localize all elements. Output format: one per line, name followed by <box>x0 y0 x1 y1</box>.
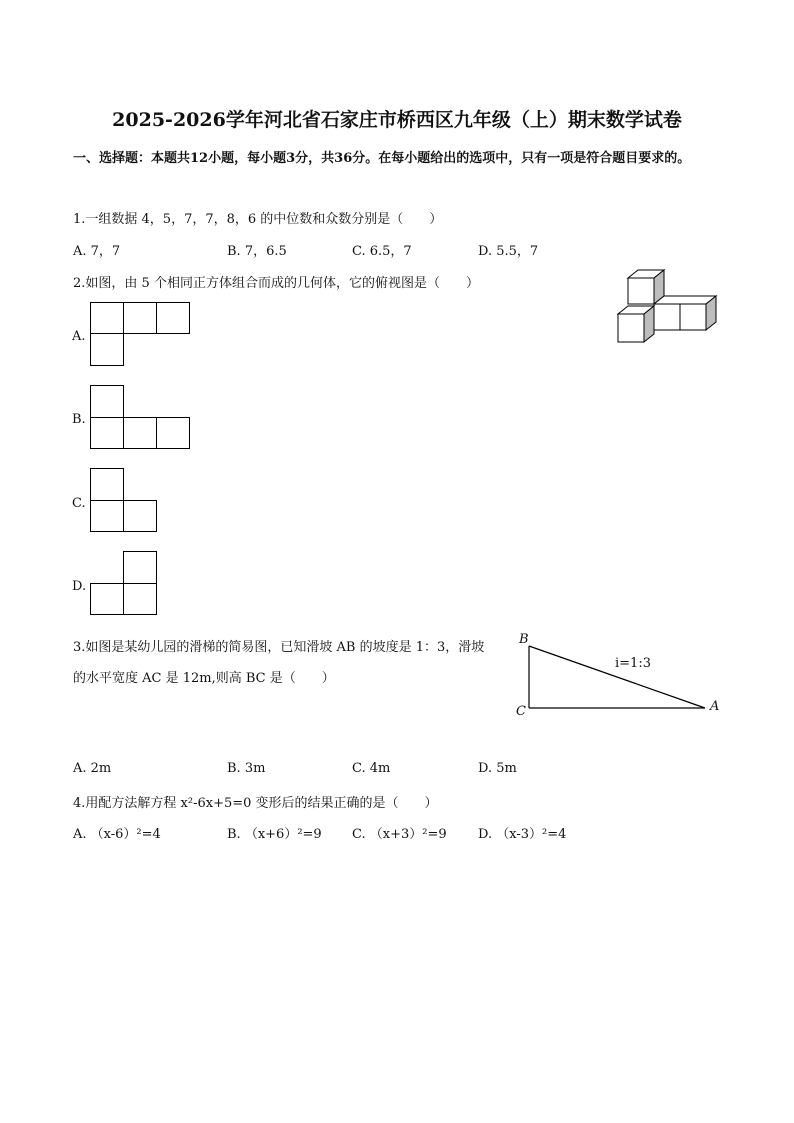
q1-option-d: D. 5.5，7 <box>478 244 539 259</box>
q2-option-d-label: D. <box>72 579 87 594</box>
section-heading: 一、选择题： <box>73 151 152 166</box>
section-text: 本题共12小题，每小题3分，共36分。在每小题给出的选项中，只有一项是符合题目要求的。 <box>151 151 691 166</box>
triangle-label-a: A <box>710 699 720 714</box>
slope-ratio-label: i=1:3 <box>615 656 651 671</box>
question-1-stem: 1.一组数据 4，5，7，7，8，6 的中位数和众数分别是（ ） <box>73 212 443 227</box>
q1-option-c: C. 6.5，7 <box>352 244 412 259</box>
question-3-stem-line1: 3.如图是某幼儿园的滑梯的简易图，已知滑坡 AB 的坡度是 1：3，滑坡 <box>73 640 485 655</box>
slide-triangle-figure <box>515 630 725 720</box>
q4-option-d: D. （x-3）²=4 <box>478 827 567 842</box>
question-4-stem: 4.用配方法解方程 x²-6x+5=0 变形后的结果正确的是（ ） <box>73 796 438 811</box>
section-instructions <box>73 144 723 174</box>
q2-option-b-label: B. <box>72 412 86 427</box>
page-title: 2025-2026学年河北省石家庄市桥西区九年级（上）期末数学试卷 <box>112 109 682 131</box>
question-2-stem: 2.如图，由 5 个相同正方体组合而成的几何体，它的俯视图是（ ） <box>73 276 479 291</box>
cube-solid-figure <box>618 268 722 344</box>
q4-option-b: B. （x+6）²=9 <box>227 827 322 842</box>
q1-option-a: A. 7，7 <box>73 244 121 259</box>
q2-option-c-label: C. <box>72 496 86 511</box>
q4-option-a: A. （x-6）²=4 <box>73 827 161 842</box>
q3-option-d: D. 5m <box>478 761 517 776</box>
q2-option-a-label: A. <box>72 329 86 344</box>
question-3-stem-line2: 的水平宽度 AC 是 12m,则高 BC 是（ ） <box>73 671 335 686</box>
q2-option-c-figure <box>90 468 158 532</box>
q4-option-c: C. （x+3）²=9 <box>352 827 447 842</box>
q1-option-b: B. 7，6.5 <box>227 244 287 259</box>
q2-option-d-figure <box>90 551 158 615</box>
triangle-label-c: C <box>516 704 526 719</box>
q2-option-a-figure <box>90 302 190 366</box>
q3-option-a: A. 2m <box>73 761 112 776</box>
q3-option-c: C. 4m <box>352 761 391 776</box>
q2-option-b-figure <box>90 385 190 449</box>
triangle-label-b: B <box>519 632 529 647</box>
q3-option-b: B. 3m <box>227 761 266 776</box>
